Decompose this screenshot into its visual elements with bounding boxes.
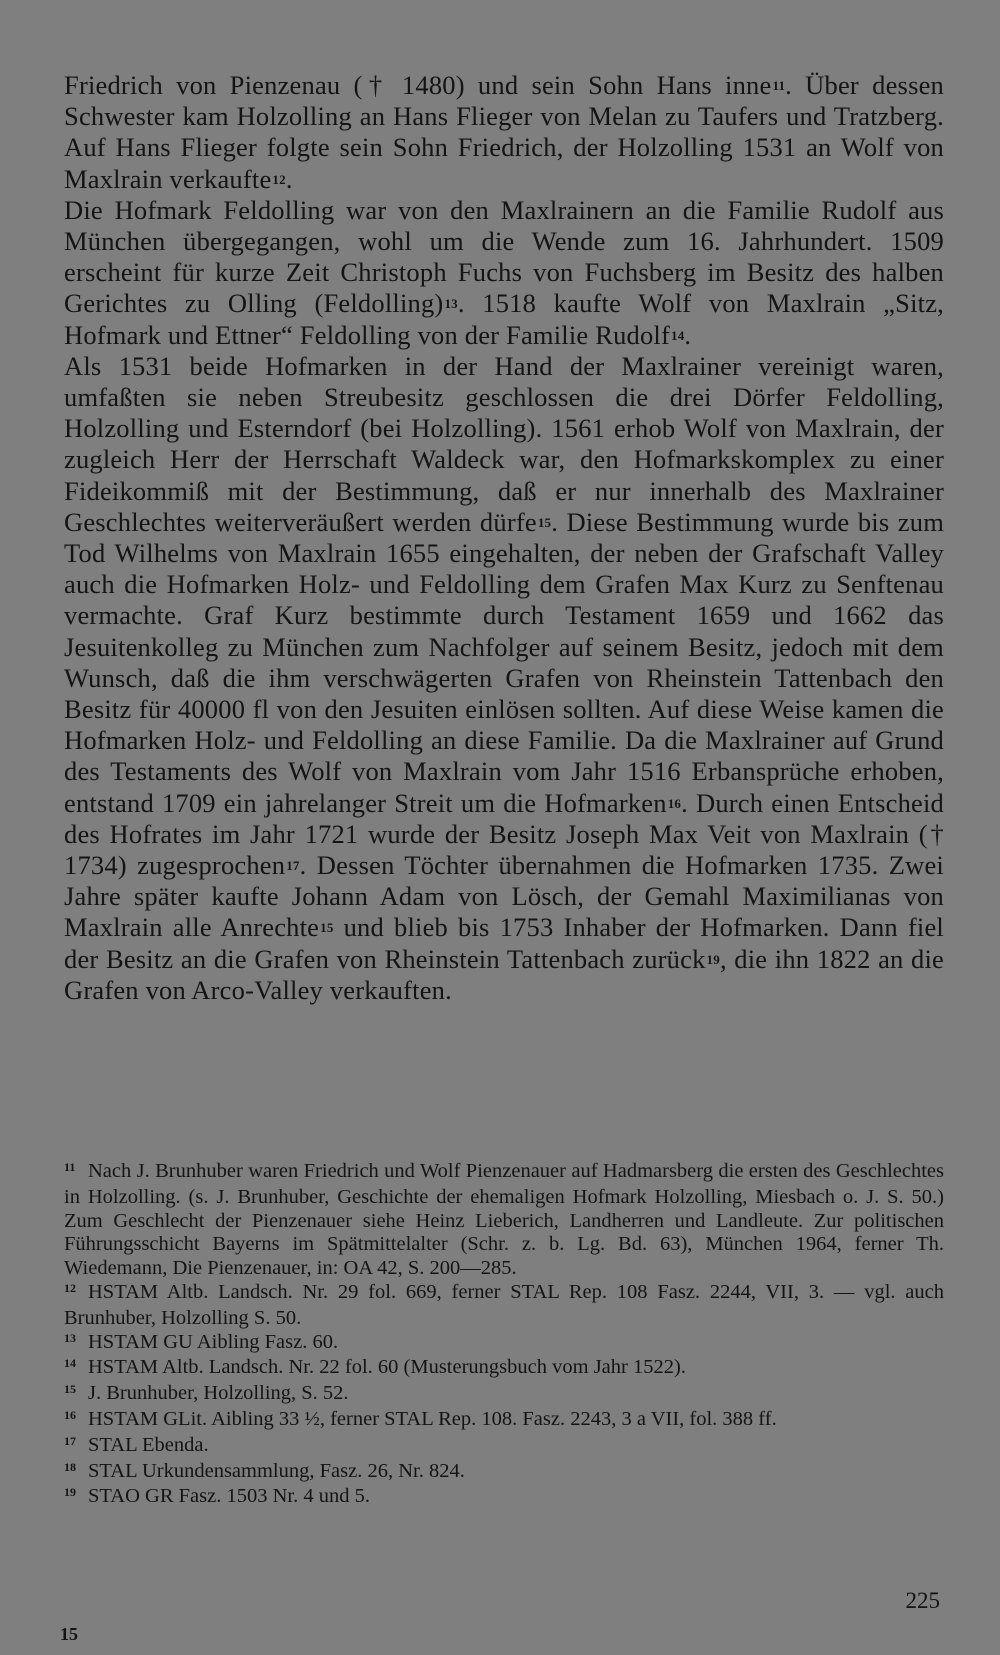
footnote-number: 11 <box>64 1160 76 1174</box>
footnote-12 <box>64 1281 944 1331</box>
text-segment: und blieb bis 1753 Inhaber der Hofmarken. Dann fiel der Besitz an die Grafen von Rheinstein Tattenbach zurück <box>64 912 944 974</box>
footnote-16 <box>64 1408 944 1434</box>
footnote-reference[interactable]: 13 <box>444 296 458 312</box>
footnote-text: STAO GR Fasz. 1503 Nr. 4 und 5. <box>88 1485 370 1508</box>
footnotes-section <box>64 1160 944 1511</box>
footnote-text: HSTAM Altb. Landsch. Nr. 29 fol. 669, ferner STAL Rep. 108 Fasz. 2244, VII, 3. — vgl. auch Brunhuber, Holzolling S. 50. <box>64 1280 944 1329</box>
text-segment: . Durch einen Entscheid des Hofrates im Jahr 1721 wurde der Besitz Joseph Max Veit von Maxlrain († 1734) zugesprochen <box>64 787 945 881</box>
text-segment: Friedrich von Pienzenau († 1480) und sein Sohn Hans inne <box>64 70 772 100</box>
footnote-19 <box>64 1485 944 1511</box>
footnote-reference[interactable]: 19 <box>706 951 720 967</box>
footnote-text: HSTAM Altb. Landsch. Nr. 22 fol. 60 (Musterungsbuch vom Jahr 1522). <box>88 1356 686 1379</box>
footnote-text: HSTAM GLit. Aibling 33 ½, ferner STAL Rep. 108. Fasz. 2243, 3 a VII, fol. 388 ff. <box>88 1407 777 1430</box>
footnote-number: 19 <box>64 1485 76 1500</box>
footnote-number: 14 <box>64 1356 76 1371</box>
text-segment: . Über dessen Schwester kam Holzolling an Hans Flieger von Melan zu Taufers und Tratzberg. Auf Hans Flieger folgte sein Sohn Friedrich, der Holzolling 1531 an Wolf von Maxlrain verkaufte <box>64 70 944 194</box>
footnote-15 <box>64 1382 944 1408</box>
footnote-number: 13 <box>64 1330 76 1345</box>
footnote-reference[interactable]: 15 <box>320 920 334 936</box>
page-number: 225 <box>905 1588 940 1613</box>
text-segment: . <box>285 163 293 194</box>
footnote-13 <box>64 1331 944 1357</box>
footnote-reference[interactable]: 12 <box>272 171 286 187</box>
footnote-text: Nach J. Brunhuber waren Friedrich und Wolf Pienzenauer auf Hadmarsberg die ersten des Geschlechtes in Holzolling. (s. J. Brunhuber, Geschichte der ehemaligen Hofmark Holzolling, Miesbach o. J. S. 50.) Zum Geschlecht der Pienzenauer siehe Heinz Lieberich, Landherren und Landleute. Zur politischen Führungsschicht Bayerns im Spätmittelalter (Schr. z. b. Lg. Bd. 63), München 1964, ferner Th. Wiedemann, Die Pienzenauer, in: OA 42, S. 200—285. <box>64 1160 944 1280</box>
paragraph <box>64 195 944 351</box>
text-segment: . Diese Bestimmung wurde bis zum Tod Wilhelms von Maxlrain 1655 eingehalten, der neben der Grafschaft Valley auch die Hofmarken Holz- und Feldolling dem Grafen Max Kurz zu Senftenau vermachte. Graf Kurz bestimmte durch Testament 1659 und 1662 das Jesuitenkolleg zu München zum Nachfolger auf seinem Besitz, jedoch mit dem Wunsch, daß die ihm verschwägerten Grafen von Rheinstein Tattenbach den Besitz für 40000 fl von den Jesuiten einlösen sollten. Auf diese Weise kamen die Hofmarken Holz- und Feldolling an diese Familie. Da die Maxlrainer auf Grund des Testaments des Wolf von Maxlrain vom Jahr 1516 Erbansprüche erhoben, entstand 1709 ein jahrelanger Streit um die Hofmarken <box>64 506 945 818</box>
footnote-number: 15 <box>64 1382 76 1397</box>
text-segment: , die ihn 1822 an die Grafen von Arco-Valley verkauften. <box>64 943 944 1005</box>
footnote-number: 16 <box>64 1407 76 1422</box>
footnote-18 <box>64 1460 944 1486</box>
footnote-11 <box>64 1160 944 1281</box>
footnote-text: STAL Ebenda. <box>88 1433 209 1456</box>
footnote-number: 12 <box>64 1280 76 1295</box>
footnote-text: J. Brunhuber, Holzolling, S. 52. <box>88 1382 349 1405</box>
footnote-text: STAL Urkundensammlung, Fasz. 26, Nr. 824. <box>88 1459 465 1482</box>
signature-mark: 15 <box>60 1624 78 1644</box>
footnote-text: HSTAM GU Aibling Fasz. 60. <box>88 1330 339 1353</box>
footnote-number: 18 <box>64 1459 76 1474</box>
text-segment: Die Hofmark Feldolling war von den Maxlrainern an die Familie Rudolf aus München übergegangen, wohl um die Wende zum 16. Jahrhundert. 1509 erscheint für kurze Zeit Christoph Fuchs von Fuchsberg im Besitz des halben Gerichtes zu Olling (Feldolling) <box>64 194 944 319</box>
footnote-14 <box>64 1356 944 1382</box>
footnote-reference[interactable]: 14 <box>671 327 685 343</box>
text-segment: . <box>684 319 692 350</box>
text-segment: . Dessen Töchter übernahmen die Hofmarken 1735. Zwei Jahre später kaufte Johann Adam von Lösch, der Gemahl Maximilianas von Maxlrain alle Anrechte <box>64 850 944 943</box>
footnote-reference[interactable]: 11 <box>772 78 786 93</box>
paragraph <box>64 70 944 195</box>
footnote-17 <box>64 1434 944 1460</box>
footnote-reference[interactable]: 17 <box>286 858 300 874</box>
footnote-reference[interactable]: 15 <box>537 514 552 530</box>
body-text <box>64 70 944 1006</box>
text-segment: Als 1531 beide Hofmarken in der Hand der Maxlrainer vereinigt waren, umfaßten sie neben Streubesitz geschlossen die drei Dörfer Feldolling, Holzolling und Esterndorf (bei Holzolling). 1561 erhob Wolf von Maxlrain, der zugleich Herr der Herrschaft Waldeck war, den Hofmarkskomplex zu einer Fideikommiß mit der Bestimmung, daß er nur innerhalb des Maxlrainer Geschlechtes weiterveräußert werden dürfe <box>64 350 944 537</box>
paragraph <box>64 351 944 1006</box>
footnote-reference[interactable]: 16 <box>667 795 682 811</box>
text-segment: . 1518 kaufte Wolf von Maxlrain „Sitz, Hofmark und Ettner“ Feldolling von der Familie Rudolf <box>64 288 944 350</box>
footnote-number: 17 <box>64 1433 76 1448</box>
